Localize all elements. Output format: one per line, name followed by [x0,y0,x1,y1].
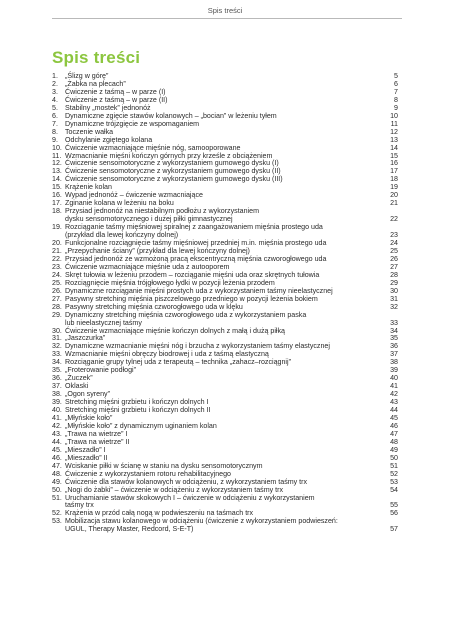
toc-entry-title: „Froterowanie podłogi” [65,366,136,375]
toc-entry-number: 51. [52,493,62,502]
toc-entry-title: Funkcjonalne rozciągnięcie taśmy mięśniowej przedniej m.in. mięśnia prostego uda [65,239,327,248]
toc-entry-title: Wypad jednonóż – ćwiczenie wzmacniające [65,191,203,200]
toc-entry-number: 1. [52,72,58,80]
toc-entry-title: Toczenie wałka [65,127,114,136]
toc-entry-title: Rozciąganie taśmy mięśniowej spiralnej z zaangażowaniem mięśnia prostego uda (przykład dla lewej kończyny dolnej) [65,223,323,240]
toc-entry-number: 15. [52,183,62,192]
toc-entry-page: 8 [394,95,398,104]
toc-entry-page: 36 [390,342,398,351]
toc-entry-number: 17. [52,199,62,208]
toc-entry[interactable] [52,375,398,383]
toc-entry-title: Uruchamianie stawów skokowych I – ćwiczenie w odciążeniu z wykorzystaniem taśmy trx [65,493,315,510]
toc-entry-page: 55 [390,501,398,510]
toc-entry-title: Ćwiczenie sensomotoryczne z wykorzystaniem gumowego dysku (III) [65,175,283,184]
toc-entry-page: 21 [390,199,398,208]
toc-entry-page: 35 [390,334,398,343]
toc-entry-title: „Przepychanie ściany” (przykład dla lewej kończyny dolnej) [65,246,250,255]
toc-entry-number: 34. [52,358,62,367]
toc-entry-title: Rozciągnięcie mięśnia trójgłowego łydki w pozycji leżenia przodem [65,278,275,287]
toc-entry-page: 56 [390,509,398,518]
toc-entry-title: Rozciąganie grupy tylnej uda z terapeutą – technika „zahacz–rozciągnij” [65,358,291,367]
toc-entry-number: 8. [52,127,58,136]
toc-entry-title: „Młyńskie koło” z dynamicznym uginaniem kolan [65,421,217,430]
toc-entry-page: 25 [390,246,398,255]
toc-entry-number: 41. [52,413,62,422]
toc-entry-page: 30 [390,286,398,295]
toc-entry-page: 6 [394,79,398,88]
toc-entry-number: 38. [52,390,62,399]
toc-entry-page: 40 [390,374,398,383]
toc-entry-title: Wzmacnianie mięśni obręczy biodrowej i uda z taśmą elastyczną [65,350,269,359]
toc-entry-number: 19. [52,223,62,232]
toc-entry-page: 32 [390,302,398,311]
toc-entry-number: 24. [52,270,62,279]
toc-entry-number: 33. [52,350,62,359]
toc-entry-page: 44 [390,406,398,415]
toc-entry-number: 4. [52,95,58,104]
toc-entry-page: 27 [390,262,398,271]
toc-entry-number: 6. [52,111,58,120]
toc-entry-title: Pasywny stretching mięśnia czworogłowego uda w klęku [65,302,243,311]
toc-entry-page: 34 [390,326,398,335]
toc-entry-number: 25. [52,278,62,287]
toc-entry-number: 26. [52,286,62,295]
toc-entry-title: Mobilizacja stawu kolanowego w odciążeniu (ćwiczenie z wykorzystaniem podwieszeń: UGUL, Therapy Master, Redcord, S-E-T) [65,517,338,534]
toc-entry-number: 44. [52,437,62,446]
toc-entry-title: Ćwiczenie z taśmą – w parze (I) [65,87,166,96]
toc-entry-page: 53 [390,477,398,486]
toc-entry-number: 49. [52,477,62,486]
toc-entry-page: 14 [390,143,398,152]
toc-entry-title: Krążenie kolan [65,183,112,192]
toc-entry-page: 15 [390,151,398,160]
toc-entry-page: 13 [390,135,398,144]
toc-entry-page: 42 [390,390,398,399]
toc-entry-title: Pasywny stretching mięśnia piszczelowego przedniego w pozycji leżenia bokiem [65,294,318,303]
toc-entry-number: 37. [52,382,62,391]
toc-entry-title: Odchylanie zgiętego kolana [65,135,153,144]
toc-entry-number: 53. [52,517,62,526]
toc-entry-page: 23 [390,231,398,240]
toc-entry-title: Przysiad jednonóż na niestabilnym podłożu z wykorzystaniem dysku sensomotorycznego i dużej piłki gimnastycznej [65,207,259,224]
toc-entry-number: 35. [52,366,62,375]
toc-entry-number: 29. [52,310,62,319]
page-title: Spis treści [52,48,141,67]
toc-entry-number: 40. [52,406,62,415]
toc-entry-number: 45. [52,445,62,454]
toc-entry-page: 20 [390,191,398,200]
toc-entry-page: 37 [390,350,398,359]
toc-entry-number: 13. [52,167,62,176]
toc-entry-title: Ćwiczenie wzmacniające mięśnie uda z autooporem [65,262,230,271]
toc-entry-number: 43. [52,429,62,438]
toc-entry-page: 43 [390,398,398,407]
toc-entry-page: 57 [390,525,398,534]
toc-entry-page: 41 [390,382,398,391]
toc-entry-title: Ćwiczenie wzmacniające mięśnie nóg, samooporowane [65,143,241,152]
toc-entry-page: 12 [390,127,398,136]
toc-entry-page: 16 [390,159,398,168]
toc-entry-title: Skręt tułowia w leżeniu przodem – rozciąganie mięśni uda oraz skrętnych tułowia [65,270,320,279]
toc-entry-title: Przysiad jednonóż ze wzmożoną pracą ekscentryczną mięśnia czworogłowego uda [65,254,327,263]
toc-entry-title: Zginanie kolana w leżeniu na boku [65,199,174,208]
toc-entry-page: 26 [390,254,398,263]
toc-entry-number: 27. [52,294,62,303]
toc-entry-title: Dynamiczne rozciąganie mięśni prostych uda z wykorzystaniem taśmy nieelastycznej [65,286,333,295]
toc-entry-title: Dynamiczne trójzgięcie ze wspomaganiem [65,119,200,128]
toc-entry-page: 19 [390,183,398,192]
toc-entry-number: 28. [52,302,62,311]
toc-entry-number: 30. [52,326,62,335]
toc-entry-title: Krążenia w przód całą nogą w podwieszeniu na taśmach trx [65,509,254,518]
toc-entry[interactable] [52,367,398,375]
toc-entry-page: 22 [390,215,398,224]
toc-entry-page: 31 [390,294,398,303]
toc-entry-page: 54 [390,485,398,494]
toc-entry-page: 45 [390,413,398,422]
running-header: Spis treści [207,6,243,15]
toc-entry-page: 28 [390,270,398,279]
toc-entry-title: „Żuczek” [65,374,93,383]
toc-entry-page: 51 [390,461,398,470]
toc-entry-title: Ćwiczenie z taśmą – w parze (II) [65,95,168,104]
toc-entry-number: 5. [52,103,58,112]
toc-entry-number: 50. [52,485,62,494]
toc-entry-number: 12. [52,159,62,168]
toc-entry-title: „Mieszadło” I [65,445,106,454]
toc-entry[interactable] [52,312,398,328]
toc-entry-number: 48. [52,469,62,478]
toc-entry-title: Wzmacnianie mięśni kończyn górnych przy krześle z obciążeniem [65,151,273,160]
toc-entry-number: 7. [52,119,58,128]
toc-entry-title: Stretching mięśni grzbietu i kończyn dolnych II [65,406,211,415]
toc-entry-page: 5 [394,72,398,80]
toc-entry-page: 7 [394,87,398,96]
toc-entry-title: Stabilny „mostek” jednonóż [65,103,151,112]
toc-entry-number: 52. [52,509,62,518]
toc-entry-page: 46 [390,421,398,430]
toc-entry[interactable] [52,224,398,240]
toc-entry-number: 47. [52,461,62,470]
toc-entry-number: 23. [52,262,62,271]
toc-entry-title: Dynamiczne zgięcie stawów kolanowych – „bocian” w leżeniu tyłem [65,111,277,120]
toc-entry-page: 47 [390,429,398,438]
toc-entry-number: 39. [52,398,62,407]
toc-entry[interactable] [52,495,398,511]
toc-entry-page: 24 [390,239,398,248]
toc-entry-number: 16. [52,191,62,200]
toc-entry-title: „Trawa na wietrze” I [65,429,128,438]
toc-entry-number: 31. [52,334,62,343]
toc-entry[interactable] [52,518,398,534]
header-divider [52,18,402,19]
toc-entry-title: „Nogi do żabki” – ćwiczenie w odciążeniu z wykorzystaniem taśmy trx [65,485,284,494]
toc-entry-number: 21. [52,246,62,255]
toc-entry-title: Wciskanie piłki w ścianę w staniu na dysku sensomotorycznym [65,461,263,470]
toc-entry-page: 17 [390,167,398,176]
toc-entry-title: „Trawa na wietrze” II [65,437,130,446]
toc-entry-number: 11. [52,151,62,160]
toc-entry-number: 42. [52,421,62,430]
toc-entry-page: 50 [390,453,398,462]
toc-entry-title: „Ogon syreny” [65,390,110,399]
toc-entry-number: 10. [52,143,62,152]
toc-entry-title: „Ślizg w górę” [65,72,109,80]
toc-entry-page: 38 [390,358,398,367]
toc-entry-page: 48 [390,437,398,446]
toc-entry-title: Ćwiczenie sensomotoryczne z wykorzystaniem gumowego dysku (II) [65,167,281,176]
toc-entry-title: Ćwiczenie dla stawów kolanowych w odciążeniu, z wykorzystaniem taśmy trx [65,477,308,486]
toc-entry-page: 49 [390,445,398,454]
toc-entry-number: 3. [52,87,58,96]
toc-entry-title: „Mieszadło” II [65,453,108,462]
toc-entry-title: Dynamiczne wzmacnianie mięśni nóg i brzucha z wykorzystaniem taśmy elastycznej [65,342,330,351]
toc-entry-number: 9. [52,135,58,144]
toc-entry-number: 18. [52,207,62,216]
toc-entry-page: 33 [390,318,398,327]
toc-entry-number: 22. [52,254,62,263]
toc-entry-title: Ćwiczenie z wykorzystaniem rotoru rehabilitacyjnego [65,469,231,478]
toc-entry-title: Dynamiczny stretching mięśnia czworogłowego uda z wykorzystaniem paska lub nieelastycznej taśmy [65,310,307,327]
toc-entry-page: 39 [390,366,398,375]
toc-entry-page: 9 [394,103,398,112]
toc-entry-page: 10 [390,111,398,120]
toc-entry-title: „Młyńskie koło” [65,413,113,422]
table-of-contents [52,73,398,534]
toc-entry-page: 18 [390,175,398,184]
toc-entry-title: Oklaski [65,382,89,391]
toc-entry[interactable] [52,208,398,224]
toc-entry-number: 14. [52,175,62,184]
toc-entry-title: Ćwiczenie wzmacniające mięśnie kończyn dolnych z małą i dużą piłką [65,326,286,335]
toc-entry-number: 32. [52,342,62,351]
toc-entry-number: 2. [52,79,58,88]
toc-entry-title: „Żabka na plecach” [65,79,126,88]
toc-entry-page: 29 [390,278,398,287]
toc-entry-number: 36. [52,374,62,383]
toc-entry-number: 46. [52,453,62,462]
toc-entry-title: Stretching mięśni grzbietu i kończyn dolnych I [65,398,209,407]
toc-entry-page: 52 [390,469,398,478]
toc-entry-title: Ćwiczenie sensomotoryczne z wykorzystaniem gumowego dysku (I) [65,159,279,168]
toc-entry-number: 20. [52,239,62,248]
toc-entry-title: „Jaszczurka” [65,334,106,343]
toc-entry-page: 11 [390,119,398,128]
